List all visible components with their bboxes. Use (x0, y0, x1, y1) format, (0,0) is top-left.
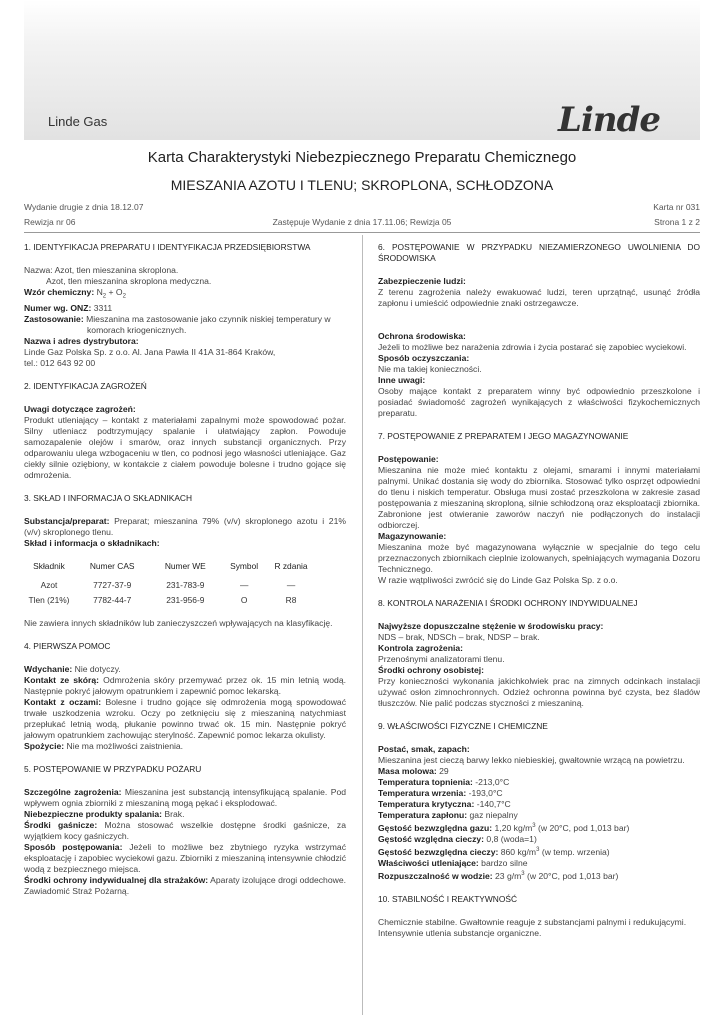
composition-table (24, 559, 314, 608)
s5-products: Niebezpieczne produkty spalania: Brak. (24, 808, 185, 819)
s8-control-label: Kontrola zagrożenia: (378, 643, 463, 653)
cell: 231-956-9 (166, 594, 205, 605)
s9-form-text: Mieszanina jest cieczą barwy lekko niebieskiej, gwałtownie wrzącą na powietrzu. (378, 755, 685, 765)
s8-control-text: Przenośnymi analizatorami tlenu. (378, 654, 505, 664)
s7-handling-label: Postępowanie: (378, 454, 439, 464)
composition-header-row (24, 559, 314, 578)
col-header: Składnik (33, 560, 65, 571)
s1-use: Zastosowanie: Mieszanina ma zastosowanie jako czynnik niskiej temperatury w (24, 313, 331, 324)
s5-media: Środki gaśnicze: Można stosować wszelkie dostępne środki gaśnicze, za wyjątkiem kocy gaśniczych. (24, 819, 346, 841)
header-divider (24, 232, 700, 233)
s6-env-text: Jeżeli to możliwe bez narażenia zdrowia i życia postarać się zapobiec wyciekowi. (378, 342, 687, 352)
page-header (24, 0, 700, 140)
s3-substance: Substancja/preparat: Preparat; mieszanina 79% (v/v) skroplonego azotu i 21% (v/v) skroplonego tlenu. (24, 515, 346, 537)
s4-inhalation: Wdychanie: Nie dotyczy. (24, 663, 121, 674)
s9-rel-density: Gęstość względna cieczy: 0,8 (woda=1) (378, 833, 537, 844)
s2-hazards-text: Produkt utleniający – kontakt z materiałami zapalnymi może spowodować pożar. Silny utleniacz podtrzymujący spalanie i ułatwiający zapłon. Powoduje samozapalenie olejów i smarów, oraz innych substancji organicznych. Przy odparowaniu ulega wzbogaceniu w tlen, co podnosi jego własności utleniające. Gaz ciekły silnie oziębiony, w kontakcie z ciałem powoduje bolesne i trudno gojące się odmrożenia. (24, 414, 346, 480)
linde-logo-text: Linde (558, 100, 660, 140)
section-6-title: 6. POSTĘPOWANIE W PRZYPADKU NIEZAMIERZONEGO UWOLNIENIA DO ŚRODOWISKA (378, 242, 700, 263)
left-column (24, 242, 346, 897)
s1-name: Nazwa: Azot, tlen mieszanina skroplona. (24, 265, 179, 275)
s2-hazards-label: Uwagi dotyczące zagrożeń: (24, 403, 136, 414)
s9-form-label: Postać, smak, zapach: (378, 744, 470, 754)
section-2-title: 2. IDENTYFIKACJA ZAGROŻEŃ (24, 380, 147, 391)
s7-handling-text: Mieszanina nie może mieć kontaktu z olejami, smarami i innymi materiałami palnymi. Unikać dostania się wody do zbiornika. Stosować tylko osprzęt odpowiedni do tlenu i niskich temperatur. Obsługa musi zostać przeszkolona w zakresie zasad postępowania z mieszaniną skroploną, silnie schłodzoną oraz eksploatacji zbiornika. Zabronione jest otwieranie zaworów naczyń nie podłączonych do instalacji odbiorczej. (378, 465, 700, 530)
s6-people-label: Zabezpieczenie ludzi: (378, 276, 466, 286)
s6-clean-label: Sposób oczyszczania: (378, 353, 470, 363)
s4-swallow: Spożycie: Nie ma możliwości zaistnienia. (24, 740, 184, 751)
linde-logo (558, 100, 660, 140)
s6-other-label: Inne uwagi: (378, 375, 426, 385)
s6-clean-text: Nie ma takiej konieczności. (378, 364, 482, 374)
document-title: Karta Charakterystyki Niebezpiecznego Preparatu Chemicznego (147, 149, 577, 166)
section-9-title: 9. WŁAŚCIWOŚCI FIZYCZNE I CHEMICZNE (378, 721, 548, 731)
right-column (378, 242, 700, 939)
cell: — (286, 579, 296, 590)
s7-storage-text-2: W razie wątpliwości zwrócić się do Linde Gaz Polska Sp. z o.o. (378, 575, 618, 585)
cell: R8 (285, 594, 297, 605)
s8-limits-text: NDS – brak, NDSCh – brak, NDSP – brak. (378, 632, 540, 642)
section-4-title: 4. PIERWSZA POMOC (24, 640, 111, 651)
s9-critical: Temperatura krytyczna: -140,7°C (378, 799, 511, 809)
s8-ppe-text: Przy konieczności wykonania jakichkolwiek prac na zimnych odcinkach instalacji używać osłon zimnochronnych. Odzież ochronna powinna być czysta, bez śladów tłuszczów. Nie palić podczas styczności z mieszaniną. (378, 676, 700, 708)
cell: Tlen (21%) (28, 594, 70, 605)
page-number: Strona 1 z 2 (654, 217, 700, 227)
s9-oxidizing: Właściwości utleniające: bardzo silne (378, 857, 528, 868)
col-header: Numer CAS (89, 560, 135, 571)
col-header: Numer WE (164, 560, 206, 571)
s1-formula: Wzór chemiczny: $N_2 + O_2$ (24, 287, 126, 300)
section-5-title: 5. POSTĘPOWANIE W PRZYPADKU POŻARU (24, 763, 202, 774)
s9-liq-density: Gęstość bezwzględna cieczy: 860 $kg/m^3$ (w temp. wrzenia) (378, 846, 610, 857)
cell: 7782-44-7 (93, 594, 132, 605)
section-8-title: 8. KONTROLA NARAŻENIA I ŚRODKI OCHRONY INDYWIDUALNEJ (378, 598, 638, 608)
col-header: Symbol (230, 560, 259, 571)
section-10-title: 10. STABILNOŚĆ I REAKTYWNOŚĆ (378, 893, 517, 904)
s9-gas-density: Gęstość bezwzględna gazu: 1,20 $kg/m^3$ (w 20°C, pod 1,013 bar) (378, 822, 630, 833)
edition-info: Wydanie drugie z dnia 18.12.07 (24, 202, 144, 212)
cell: 7727-37-9 (93, 579, 132, 590)
s9-boil: Temperatura wrzenia: -193,0°C (378, 788, 503, 798)
table-row (24, 578, 314, 593)
s1-distributor-2: tel.: 012 643 92 00 (24, 357, 96, 368)
s1-distributor-label: Nazwa i adres dystrybutora: (24, 335, 139, 346)
s1-name-2: Azot, tlen mieszanina skroplona medyczna. (46, 276, 212, 286)
col-header: R zdania (274, 560, 308, 571)
s5-ppe: Środki ochrony indywidualnej dla strażaków: Aparaty izolujące drogi oddechowe. Zawiadomić Straż Pożarną. (24, 874, 346, 896)
cell: Azot (40, 579, 58, 590)
s1-use-2: komorach kriogenicznych. (87, 324, 187, 335)
s4-skin: Kontakt ze skórą: Odmrożenia skóry przemywać przez ok. 15 min letnią wodą. Następnie pokryć jałowym opatrunkiem i zapewnić pomoc lekarską. (24, 674, 346, 696)
s7-storage-label: Magazynowanie: (378, 531, 447, 541)
s5-special: Szczególne zagrożenia: Mieszanina jest substancją intensyfikującą spalanie. Pod wpływem ognia zbiorniki z mieszaniną mogą pękać i eksplodować. (24, 786, 346, 808)
card-number: Karta nr 031 (653, 202, 700, 212)
s7-storage-text: Mieszanina może być magazynowana wyłącznie w specjalnie do tego celu przeznaczonych zbiornikach cieplnie izolowanych, spełniających wymagania Dozoru Technicznego. (378, 542, 700, 574)
s9-solubility: Rozpuszczalność w wodzie: 23 $g/m^3$ (w 20°C, pod 1,013 bar) (378, 870, 619, 881)
s6-env-label: Ochrona środowiska: (378, 331, 466, 341)
document-subtitle: MIESZANIA AZOTU I TLENU; SKROPLONA, SCHŁODZONA (170, 177, 554, 193)
s6-other-text: Osoby mające kontakt z preparatem winny być odpowiednio przeszkolone i posiadać świadomość zagrożeń wynikających z właściwości fizykochemicznych preparatu. (378, 386, 700, 418)
s9-melt: Temperatura topnienia: -213,0°C (378, 777, 510, 787)
s1-distributor-1: Linde Gaz Polska Sp. z o.o. Al. Jana Pawła II 41A 31-864 Kraków, (24, 346, 276, 357)
s9-molar: Masa molowa: 29 (378, 766, 449, 776)
s8-limits-label: Najwyższe dopuszczalne stężenie w środowisku pracy: (378, 621, 604, 631)
section-3-title: 3. SKŁAD I INFORMACJA O SKŁADNIKACH (24, 492, 193, 503)
s6-people-text: Z terenu zagrożenia należy ewakuować ludzi, teren uprzątnąć, usunąć źródła zapłonu i umieścić odpowiednie znaki ostrzegawcze. (378, 287, 700, 308)
revision-info: Rewizja nr 06 (24, 217, 76, 227)
s5-procedure: Sposób postępowania: Jeżeli to możliwe bez zbytniego ryzyka wstrzymać eksploatację i zapobiec wyciekowi gazu. Zbiorniki z mieszaniną intensywnie chłodzić wodą z bezpiecznego miejsca. (24, 841, 346, 874)
company-name: Linde Gas (48, 114, 108, 129)
s9-flash: Temperatura zapłonu: gaz niepalny (378, 810, 518, 820)
replaces-info: Zastępuje Wydanie z dnia 17.11.06; Rewizja 05 (272, 217, 452, 227)
section-1-title: 1. IDENTYFIKACJA PREPARATU I IDENTYFIKACJA PRZEDSIĘBIORSTWA (24, 242, 311, 252)
s8-ppe-label: Środki ochrony osobistej: (378, 665, 485, 675)
s1-onz: Numer wg. ONZ: 3311 (24, 302, 113, 313)
cell: — (239, 579, 249, 590)
column-divider (362, 235, 363, 1015)
section-7-title: 7. POSTĘPOWANIE Z PREPARATEM I JEGO MAGAZYNOWANIE (378, 431, 629, 441)
cell: O (240, 594, 248, 605)
s10-text: Chemicznie stabilne. Gwałtownie reaguje z substancjami palnymi i redukującymi. Intensywnie utlenia substancje organiczne. (378, 916, 687, 938)
s3-composition-label: Skład i informacja o składnikach: (24, 537, 160, 548)
table-row (24, 593, 314, 608)
cell: 231-783-9 (166, 579, 205, 590)
s3-note: Nie zawiera innych składników lub zanieczyszczeń wpływających na klasyfikację. (24, 617, 333, 628)
s4-eyes: Kontakt z oczami: Bolesne i trudno gojące się odmrożenia mogą spowodować trwałe uszkodzenia wzroku. Oczy po zetknięciu się z mieszaniną natychmiast przepłukać letnią wodą, płukanie powinno trwać ok. 15 min. Następnie pokryć jałowym opatrunkiem zachowując sterylność. Zapewnić pomoc lekarza okulisty. (24, 696, 346, 740)
